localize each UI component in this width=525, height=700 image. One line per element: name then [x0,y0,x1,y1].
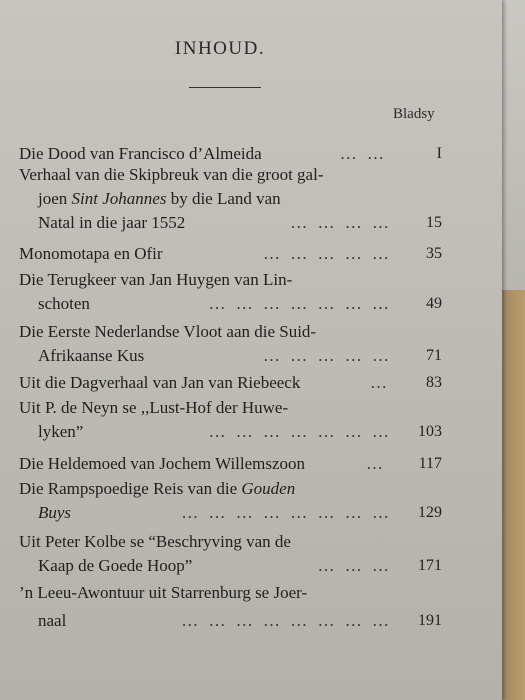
page-number: 129 [418,504,442,521]
toc-entry[interactable] [19,452,442,476]
entry-title: joen Sint Johannes by die Land van [38,189,281,208]
dot-leader: … [366,454,386,473]
dot-leader: … … … … … [263,346,392,365]
entry-title: Natal in die jaar 1552 [38,213,186,232]
entry-title: Kaap de Goede Hoop” [38,556,193,575]
toc-entry[interactable] [19,530,442,578]
page-number: 35 [426,245,442,262]
dot-leader: … … … … … … … … [181,611,392,630]
page-number: 15 [426,214,442,231]
dot-leader: … … … … … [263,244,392,263]
page-number: 103 [418,423,442,440]
toc-entry[interactable] [19,268,442,316]
entry-title: lyken” [38,422,84,441]
dot-leader: … [370,373,390,392]
entry-title: Uit P. de Neyn se ,,Lust-Hof der Huwe- [19,398,289,417]
toc-entry[interactable] [19,371,442,395]
page-title: INHOUD. [174,38,266,59]
page-column-label: Bladsy [393,106,435,122]
entry-title: ’n Leeu-Awontuur uit Starrenburg se Joer- [19,583,308,602]
entry-title: naal [38,611,67,630]
page-number: 191 [418,612,442,629]
entry-title: Die Eerste Nederlandse Vloot aan die Suid- [19,322,317,341]
page-number: 71 [426,347,442,364]
page-number: 83 [426,374,442,391]
toc-entry[interactable] [19,477,442,525]
entry-title: Die Heldemoed van Jochem Willemszoon [19,454,306,473]
page-number: 49 [426,295,442,312]
page-number: 171 [418,557,442,574]
dot-leader: … … … [317,556,392,575]
dot-leader: … … … … … … … [208,422,392,441]
dot-leader: … … … … … … … … [181,503,392,522]
entry-title: Uit Peter Kolbe se “Beschryving van de [19,532,291,551]
dot-leader: … … … … [290,213,392,232]
entry-title: Die Terugkeer van Jan Huygen van Lin- [19,270,293,289]
entry-title: Verhaal van die Skipbreuk van die groot gal- [19,165,324,184]
toc-entry[interactable] [19,242,442,266]
entry-title: Buys [38,503,72,522]
dot-leader: … … [339,144,387,163]
entry-title: schoten [38,294,90,313]
page-number: I [436,145,442,162]
entry-title: Monomotapa en Ofir [19,244,163,263]
toc-entry[interactable] [19,581,442,633]
page-number: 117 [418,455,442,472]
entry-title: Uit die Dagverhaal van Jan van Riebeeck [19,373,301,392]
toc-entry[interactable] [19,163,442,235]
title-rule [189,87,261,88]
entry-title: Afrikaanse Kus [38,346,145,365]
toc-entry[interactable] [19,320,442,368]
dot-leader: … … … … … … … [208,294,392,313]
entry-title: Die Dood van Francisco d’Almeida [19,144,262,163]
entry-title: Die Rampspoedige Reis van die Gouden [19,479,296,498]
toc-entry[interactable] [19,396,442,444]
